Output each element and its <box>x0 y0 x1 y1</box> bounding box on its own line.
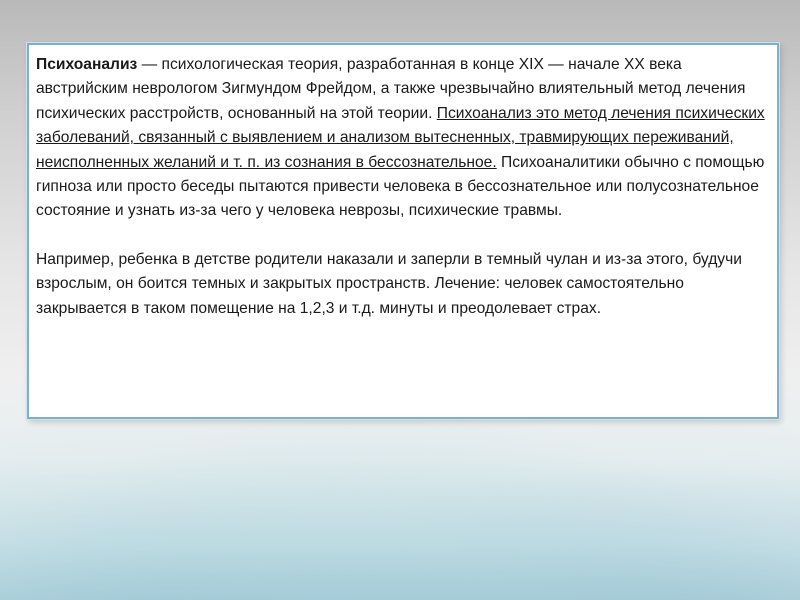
paragraph-spacer <box>36 224 767 248</box>
definition-underlined: Психоанализ это метод лечения психических заболеваний, связанный с выявлением и анализом вытесненных, травмирующих переживаний, неисполненных желаний и т. п. из сознания в бессознательное. <box>36 104 765 171</box>
definition-intro: — психологическая теория, разработанная в конце XIX — начале XX века австрийским неврологом Зигмундом Фрейдом, а также чрезвычайно влиятельный метод лечения психических расстройств, основанный на этой теории. <box>36 56 746 122</box>
text-box <box>27 43 779 419</box>
paragraph-example: Например, ребенка в детстве родители наказали и заперли в темный чулан и из-за этого, будучи взрослым, он боится темных и закрытых пространств. Лечение: человек самостоятельно закрывается в таком помещение на 1,2,3 и т.д. минуты и преодолевает страх. <box>36 250 742 317</box>
term-psychoanalysis: Психоанализ <box>36 56 138 73</box>
paragraph-definition <box>36 53 767 224</box>
definition-rest: Психоаналитики обычно с помощью гипноза или просто беседы пытаются привести человека в бессознательное или полусознательное состояние и узнать из-за чего у человека неврозы, психические травмы. <box>36 153 765 220</box>
background-wave-overlay <box>0 460 800 600</box>
